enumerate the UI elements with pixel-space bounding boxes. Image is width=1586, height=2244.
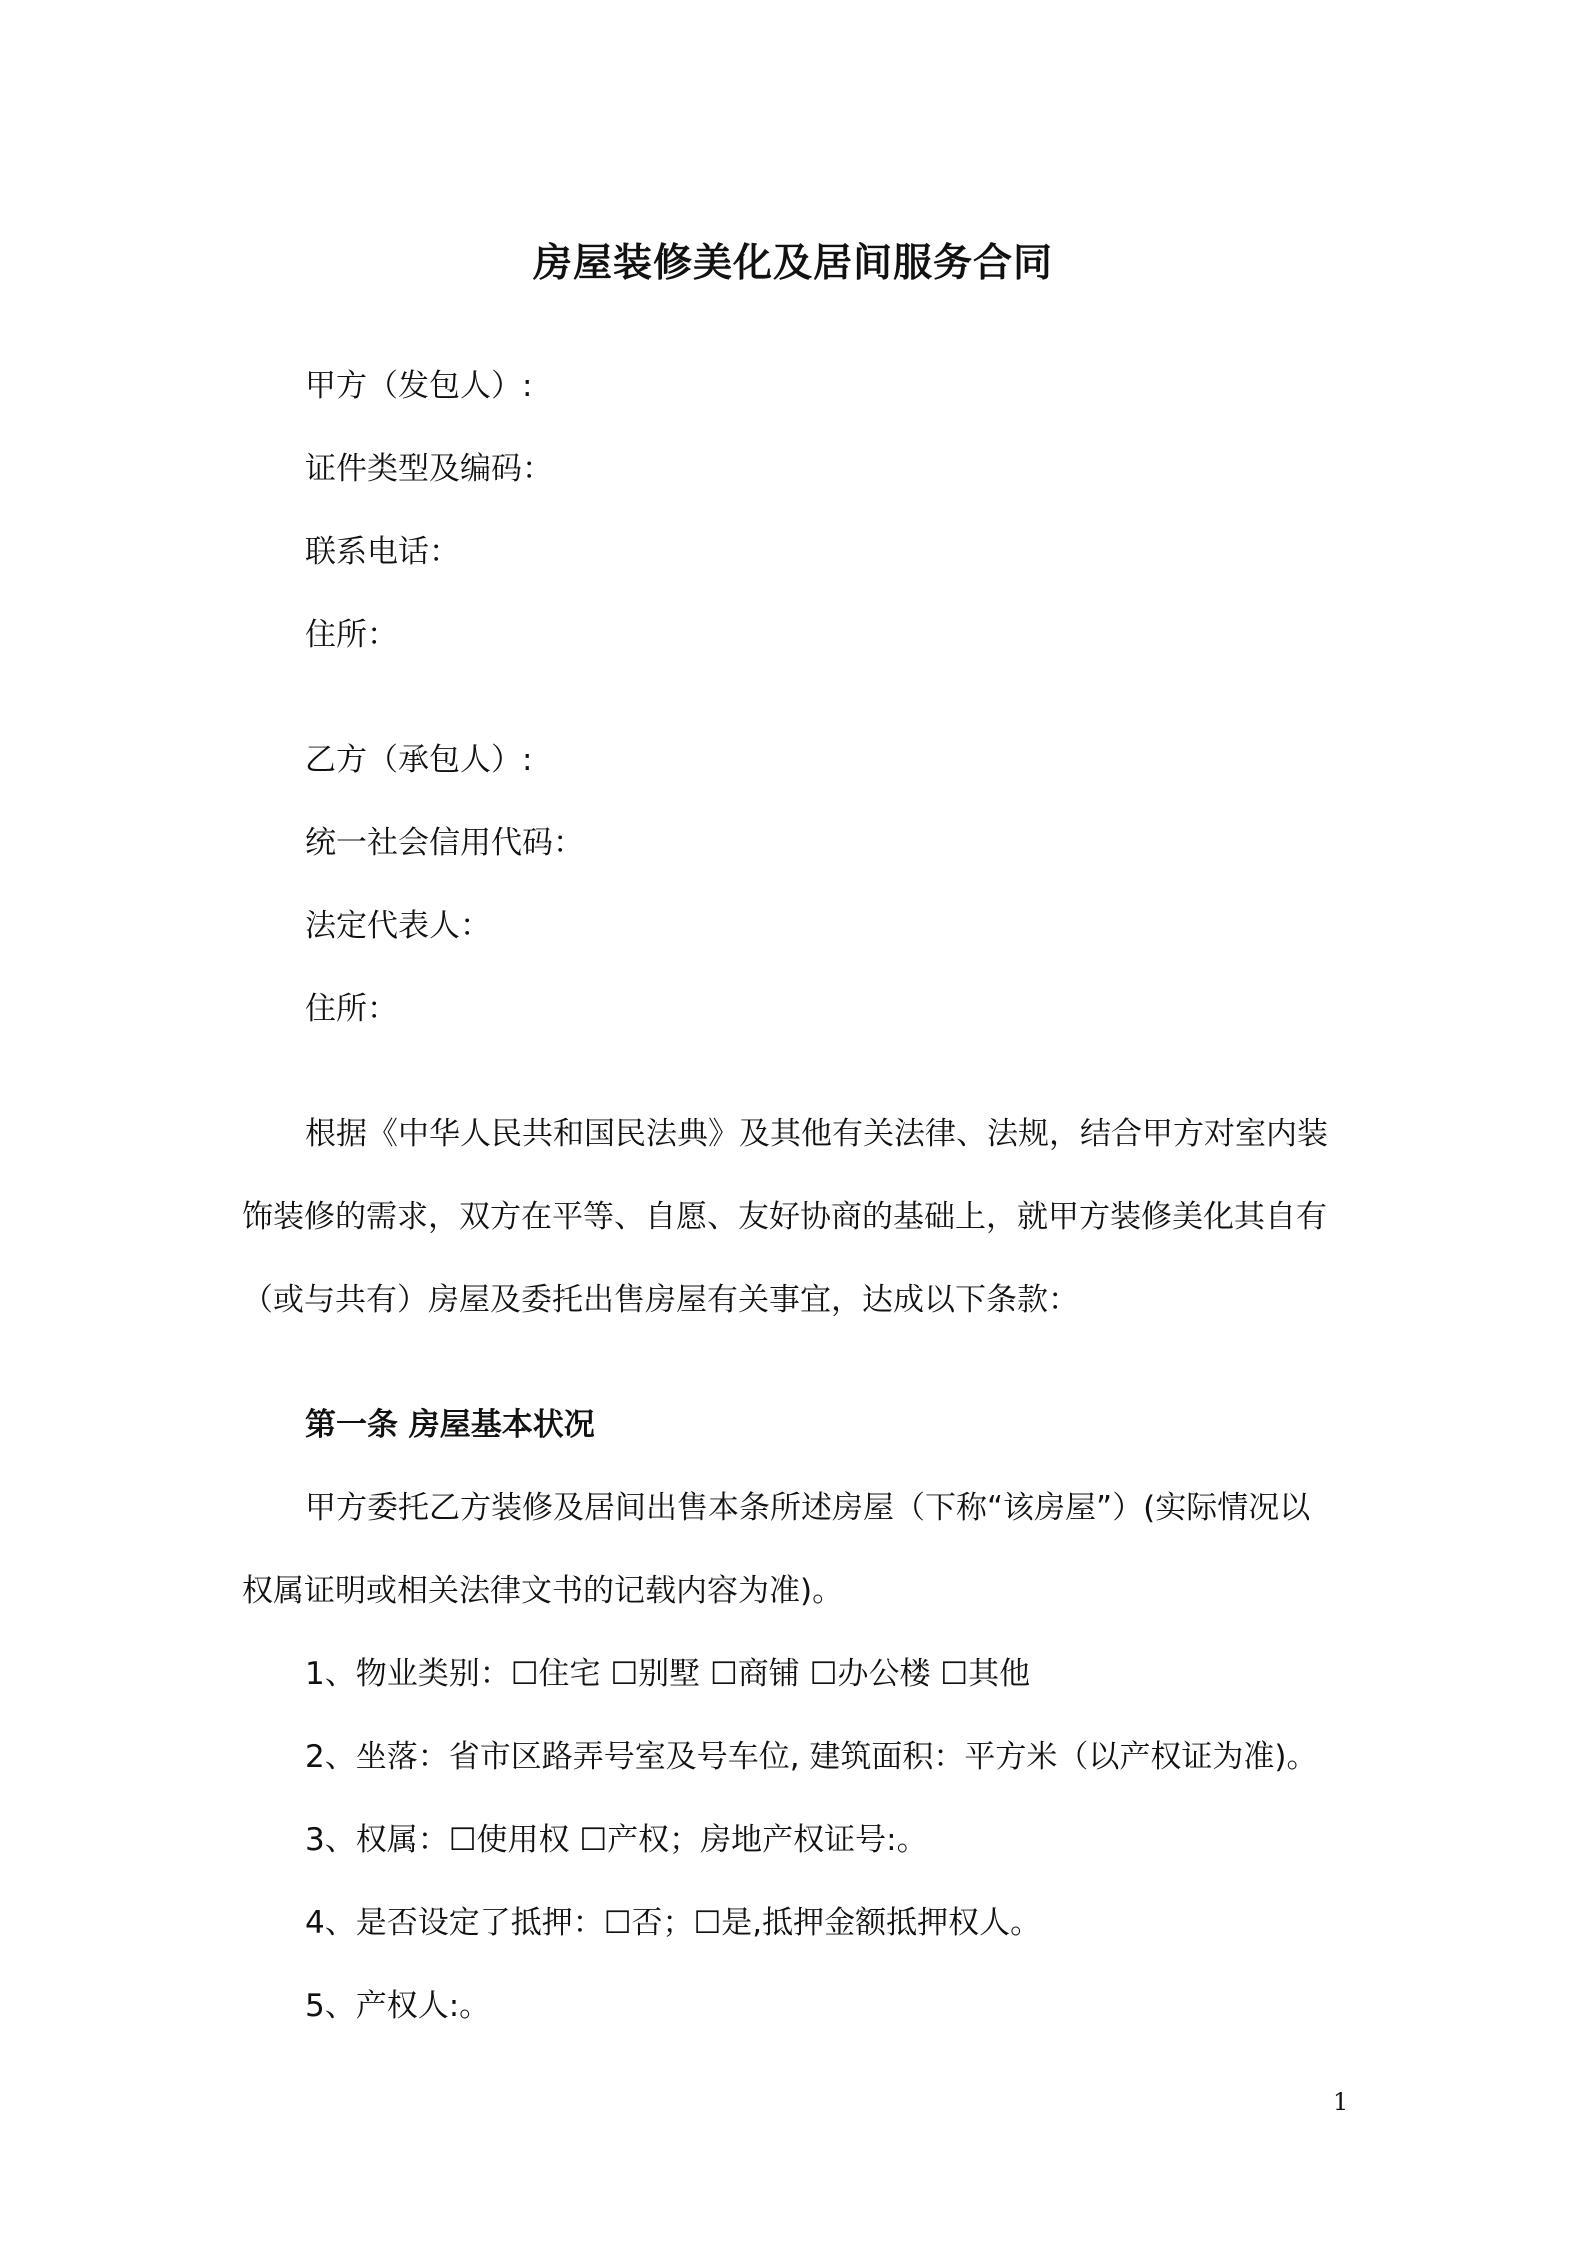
- article-1-heading: 第一条 房屋基本状况: [305, 1407, 595, 1443]
- party-b-legal-rep-label: 法定代表人：: [305, 908, 491, 944]
- party-b-address-label: 住所：: [305, 991, 398, 1027]
- preamble-line-2: 饰装修的需求，双方在平等、自愿、友好协商的基础上，就甲方装修美化其自有: [242, 1199, 1327, 1235]
- article-1-item-ownership: 3、权属：☐使用权 ☐产权；房地产权证号:。: [305, 1822, 928, 1858]
- article-1-item-property-type: 1、物业类别：☐住宅 ☐别墅 ☐商铺 ☐办公楼 ☐其他: [305, 1656, 1031, 1692]
- article-1-item-mortgage: 4、是否设定了抵押：☐否；☐是,抵押金额抵押权人。: [305, 1905, 1042, 1941]
- preamble-line-1: 根据《中华人民共和国民法典》及其他有关法律、法规，结合甲方对室内装: [305, 1116, 1328, 1152]
- party-b-credit-code-label: 统一社会信用代码：: [305, 825, 584, 861]
- party-a-name-label: 甲方（发包人）:: [305, 368, 533, 404]
- article-1-intro-line-1: 甲方委托乙方装修及居间出售本条所述房屋（下称“该房屋”）(实际情况以: [305, 1490, 1311, 1526]
- article-1-item-location: 2、坐落：省市区路弄号室及号车位, 建筑面积：平方米（以产权证为准)。: [305, 1739, 1318, 1775]
- party-b-name-label: 乙方（承包人）:: [305, 742, 533, 778]
- article-1-item-owner: 5、产权人:。: [305, 1988, 491, 2024]
- article-1-intro-line-2: 权属证明或相关法律文书的记载内容为准)。: [242, 1573, 844, 1609]
- party-a-phone-label: 联系电话：: [305, 534, 460, 570]
- party-a-id-label: 证件类型及编码：: [305, 451, 553, 487]
- document-title: 房屋装修美化及居间服务合同: [532, 241, 1053, 286]
- party-a-address-label: 住所：: [305, 617, 398, 653]
- page-number: 1: [1333, 2088, 1349, 2116]
- preamble-line-3: （或与共有）房屋及委托出售房屋有关事宜，达成以下条款：: [242, 1282, 1079, 1318]
